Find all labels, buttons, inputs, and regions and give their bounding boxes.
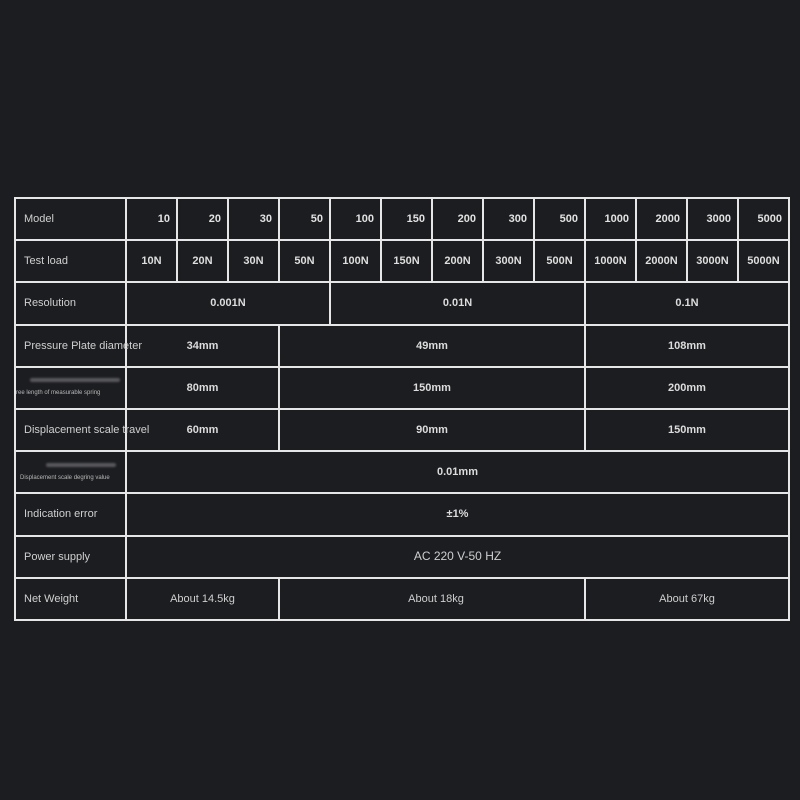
test-load-cell: 30N bbox=[228, 240, 279, 282]
table-row-scale-travel bbox=[15, 409, 789, 451]
net-weight-cell: About 18kg bbox=[279, 578, 585, 620]
indication-error-cell: ±1% bbox=[126, 493, 789, 535]
test-load-cell: 100N bbox=[330, 240, 381, 282]
table-row-resolution bbox=[15, 282, 789, 324]
model-cell: 300 bbox=[483, 198, 534, 240]
test-load-cell: 50N bbox=[279, 240, 330, 282]
net-weight-cell: About 14.5kg bbox=[126, 578, 279, 620]
test-load-cell: 5000N bbox=[738, 240, 789, 282]
resolution-cell: 0.01N bbox=[330, 282, 585, 324]
table-row-test-load bbox=[15, 240, 789, 282]
net-weight-label: Net Weight bbox=[15, 578, 126, 620]
scale-value-label-cell bbox=[15, 451, 126, 493]
scale-travel-label: Displacement scale travel bbox=[15, 409, 126, 451]
table-row-power-supply bbox=[15, 536, 789, 578]
model-cell: 200 bbox=[432, 198, 483, 240]
scale-value-label: Displacement scale degring value bbox=[20, 474, 110, 481]
spring-length-cell: 200mm bbox=[585, 367, 789, 409]
table-row-net-weight bbox=[15, 578, 789, 620]
test-load-cell: 2000N bbox=[636, 240, 687, 282]
scale-travel-cell: 150mm bbox=[585, 409, 789, 451]
blurred-label-text bbox=[30, 378, 120, 382]
specification-table bbox=[14, 197, 790, 621]
test-load-cell: 20N bbox=[177, 240, 228, 282]
test-load-cell: 10N bbox=[126, 240, 177, 282]
model-cell: 5000 bbox=[738, 198, 789, 240]
power-supply-label: Power supply bbox=[15, 536, 126, 578]
resolution-cell: 0.001N bbox=[126, 282, 330, 324]
table-row-indication-error bbox=[15, 493, 789, 535]
model-cell: 10 bbox=[126, 198, 177, 240]
test-load-cell: 500N bbox=[534, 240, 585, 282]
pressure-plate-label: Pressure Plate diameter bbox=[15, 325, 126, 367]
spring-length-label-cell bbox=[15, 367, 126, 409]
scale-travel-cell: 90mm bbox=[279, 409, 585, 451]
resolution-cell: 0.1N bbox=[585, 282, 789, 324]
model-cell: 1000 bbox=[585, 198, 636, 240]
blurred-label-text bbox=[46, 463, 116, 467]
model-cell: 500 bbox=[534, 198, 585, 240]
table-row-spring-length bbox=[15, 367, 789, 409]
pressure-plate-cell: 49mm bbox=[279, 325, 585, 367]
scale-travel-cell: 60mm bbox=[126, 409, 279, 451]
table-row-model bbox=[15, 198, 789, 240]
spring-length-cell: 80mm bbox=[126, 367, 279, 409]
power-supply-cell: AC 220 V-50 HZ bbox=[126, 536, 789, 578]
table-row-scale-value bbox=[15, 451, 789, 493]
model-cell: 100 bbox=[330, 198, 381, 240]
test-load-cell: 1000N bbox=[585, 240, 636, 282]
pressure-plate-cell: 34mm bbox=[126, 325, 279, 367]
model-cell: 3000 bbox=[687, 198, 738, 240]
model-cell: 150 bbox=[381, 198, 432, 240]
test-load-label: Test load bbox=[15, 240, 126, 282]
spring-length-label: ree length of measurable spring bbox=[16, 390, 101, 397]
test-load-cell: 150N bbox=[381, 240, 432, 282]
spring-length-cell: 150mm bbox=[279, 367, 585, 409]
resolution-label: Resolution bbox=[15, 282, 126, 324]
pressure-plate-cell: 108mm bbox=[585, 325, 789, 367]
scale-value-cell: 0.01mm bbox=[126, 451, 789, 493]
model-cell: 30 bbox=[228, 198, 279, 240]
model-cell: 2000 bbox=[636, 198, 687, 240]
model-label: Model bbox=[15, 198, 126, 240]
test-load-cell: 300N bbox=[483, 240, 534, 282]
model-cell: 50 bbox=[279, 198, 330, 240]
net-weight-cell: About 67kg bbox=[585, 578, 789, 620]
test-load-cell: 200N bbox=[432, 240, 483, 282]
table-row-pressure-plate bbox=[15, 325, 789, 367]
indication-error-label: Indication error bbox=[15, 493, 126, 535]
test-load-cell: 3000N bbox=[687, 240, 738, 282]
model-cell: 20 bbox=[177, 198, 228, 240]
